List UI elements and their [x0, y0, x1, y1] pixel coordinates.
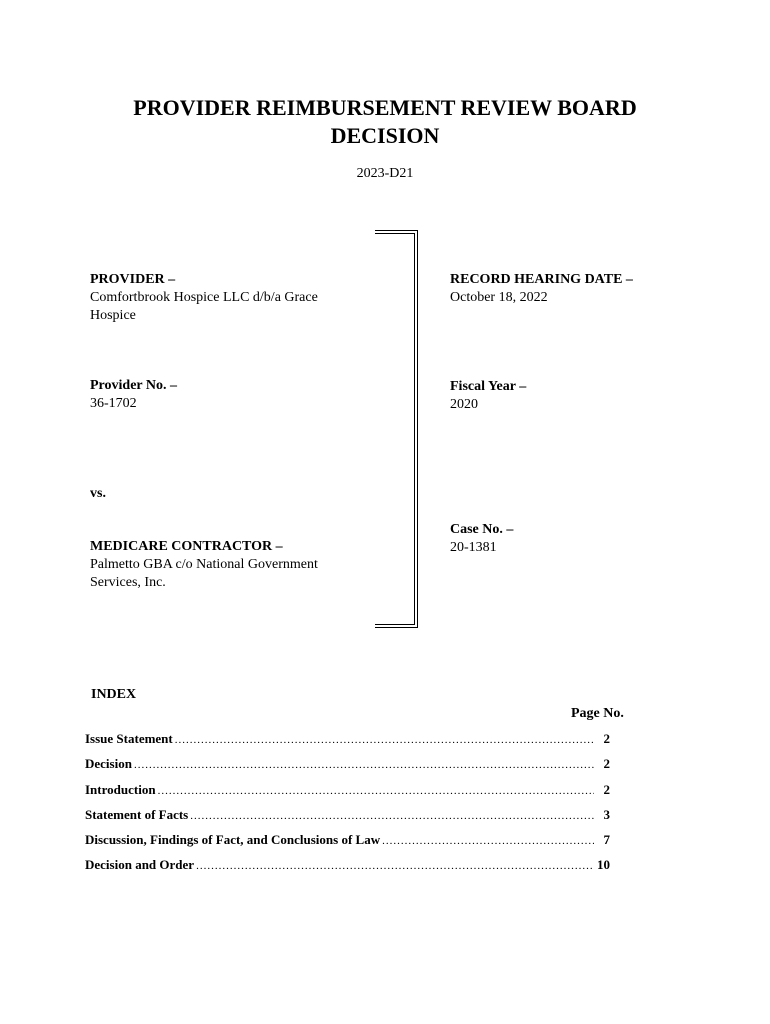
- fiscal-year-block: [450, 378, 680, 414]
- title-line-2: DECISION: [330, 123, 440, 148]
- provider-number-block: [90, 377, 360, 413]
- toc-entry-label: Introduction: [85, 781, 156, 797]
- toc-entry[interactable]: [85, 832, 610, 857]
- toc-leader-dots: [175, 734, 594, 746]
- toc-entry-page: 2: [603, 781, 610, 797]
- decision-number: 2023-D21: [356, 166, 414, 181]
- case-number-value: 20-1381: [450, 540, 497, 555]
- hearing-date-label: RECORD HEARING DATE –: [450, 272, 633, 287]
- contractor-label: MEDICARE CONTRACTOR –: [90, 539, 283, 554]
- document-title: [0, 94, 770, 150]
- page-number-heading: Page No.: [571, 706, 624, 721]
- provider-block: [90, 271, 360, 325]
- toc-entry-label: Decision and Order: [85, 857, 195, 873]
- toc-entry-page: 10: [597, 857, 610, 873]
- hearing-date-value: October 18, 2022: [450, 290, 548, 305]
- fiscal-year-value: 2020: [450, 397, 478, 412]
- toc-entry-page: 3: [603, 806, 610, 822]
- provider-number-value: 36-1702: [90, 396, 137, 411]
- toc-entry[interactable]: [85, 857, 610, 882]
- caption-bracket: [374, 229, 420, 629]
- provider-label: PROVIDER –: [90, 272, 176, 287]
- toc-entry[interactable]: [85, 782, 610, 807]
- contractor-block: [90, 538, 360, 592]
- toc-leader-dots: [196, 860, 594, 872]
- toc-entry[interactable]: [85, 731, 610, 756]
- case-number-label: Case No. –: [450, 522, 514, 537]
- versus-label: vs.: [90, 486, 106, 501]
- toc-entry[interactable]: [85, 756, 610, 781]
- fiscal-year-label: Fiscal Year –: [450, 379, 527, 394]
- toc-entry-label: Issue Statement: [85, 731, 173, 746]
- provider-number-label: Provider No. –: [90, 378, 177, 393]
- toc-entry-label: Statement of Facts: [85, 806, 189, 822]
- toc-entry-page: 2: [603, 756, 610, 772]
- toc-leader-dots: [134, 759, 594, 771]
- hearing-date-block: [450, 271, 680, 307]
- title-line-1: PROVIDER REIMBURSEMENT REVIEW BOARD: [133, 95, 637, 120]
- table-of-contents: [85, 731, 610, 883]
- toc-entry[interactable]: [85, 807, 610, 832]
- provider-name: Comfortbrook Hospice LLC d/b/a Grace Hospice: [90, 290, 318, 323]
- index-heading: INDEX: [91, 687, 137, 702]
- contractor-name: Palmetto GBA c/o National Government Services, Inc.: [90, 557, 318, 590]
- versus-block: [90, 485, 106, 503]
- case-number-block: [450, 521, 680, 557]
- toc-entry-page: 2: [603, 731, 610, 746]
- toc-leader-dots: [190, 810, 594, 822]
- toc-leader-dots: [158, 785, 594, 797]
- toc-leader-dots: [382, 835, 594, 847]
- toc-entry-page: 7: [603, 832, 610, 848]
- toc-entry-label: Decision: [85, 756, 132, 772]
- toc-entry-label: Discussion, Findings of Fact, and Conclusions of Law: [85, 832, 381, 848]
